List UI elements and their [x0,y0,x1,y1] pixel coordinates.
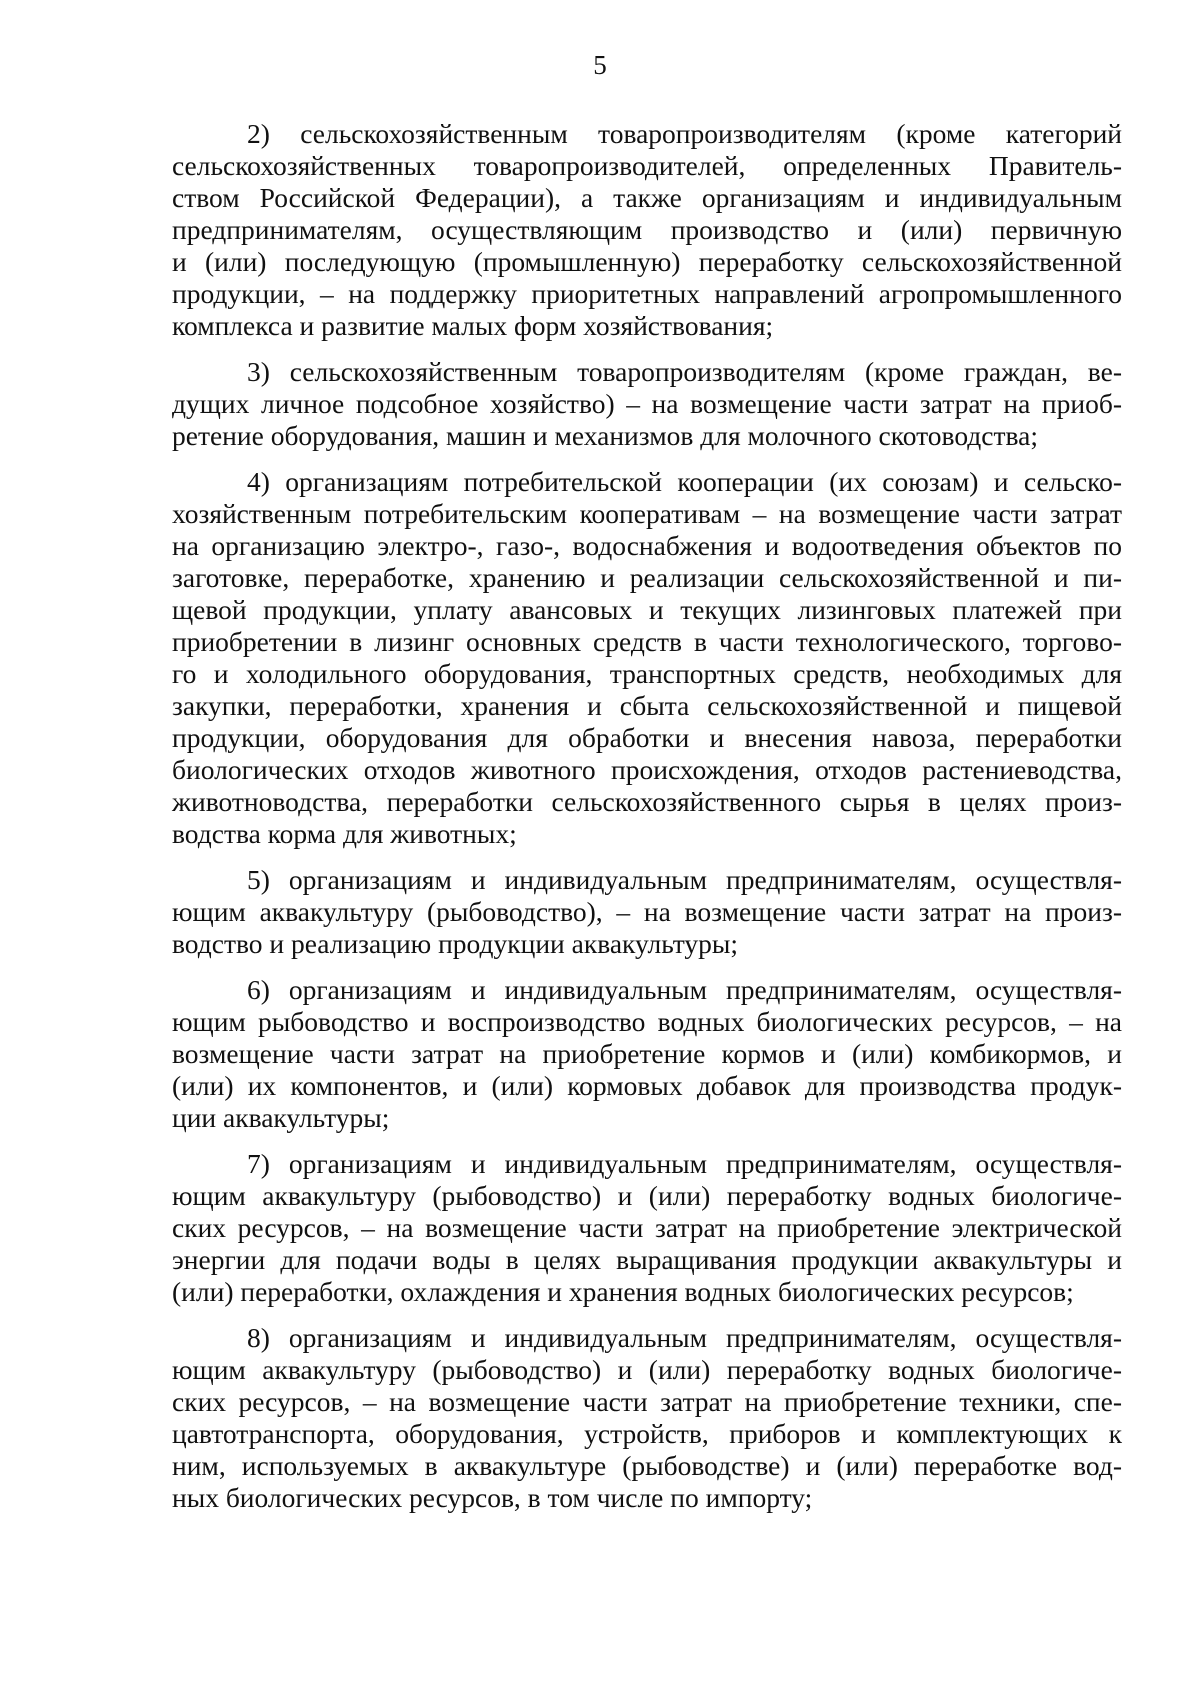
text-line: продукции, – на поддержку приоритетных направлений агропромышленного [172,278,1122,309]
text-line: ющим аквакультуру (рыбоводство) и (или) переработку водных биологиче- [172,1180,1122,1211]
text-line: заготовке, переработке, хранению и реализации сельскохозяйственной и пи- [172,562,1122,593]
text-line: 6) организациям и индивидуальным предпринимателям, осуществля- [247,974,1122,1005]
paragraph-8 [172,1322,1122,1514]
text-line: ющим рыбоводство и воспроизводство водных биологических ресурсов, – на [172,1006,1122,1037]
text-line: ретение оборудования, машин и механизмов для молочного скотоводства; [172,420,1038,451]
text-line: возмещение части затрат на приобретение кормов и (или) комбикормов, и [172,1038,1122,1069]
text-line: продукции, оборудования для обработки и внесения навоза, переработки [172,722,1122,753]
paragraph-5 [172,864,1122,960]
paragraph-7 [172,1148,1122,1308]
paragraph-6 [172,974,1122,1134]
text-line: дущих личное подсобное хозяйство) – на возмещение части затрат на приоб- [172,388,1122,419]
text-line: ющим аквакультуру (рыбоводство) и (или) переработку водных биологиче- [172,1354,1122,1385]
text-line: ских ресурсов, – на возмещение части затрат на приобретение техники, спе- [172,1386,1122,1417]
text-line: 2) сельскохозяйственным товаропроизводителям (кроме категорий [247,118,1122,149]
text-line: го и холодильного оборудования, транспортных средств, необходимых для [172,658,1122,689]
paragraph-3 [172,356,1122,452]
text-line: ских ресурсов, – на возмещение части затрат на приобретение электрической [172,1212,1122,1243]
text-line: 7) организациям и индивидуальным предпринимателям, осуществля- [247,1148,1122,1179]
text-line: водство и реализацию продукции аквакультуры; [172,928,739,959]
text-line: энергии для подачи воды в целях выращивания продукции аквакультуры и [172,1244,1122,1275]
text-line: (или) их компонентов, и (или) кормовых добавок для производства продук- [172,1070,1122,1101]
text-line: (или) переработки, охлаждения и хранения водных биологических ресурсов; [172,1276,1074,1307]
text-line: приобретении в лизинг основных средств в части технологического, торгово- [172,626,1122,657]
text-line: цавтотранспорта, оборудования, устройств, приборов и комплектующих к [172,1418,1122,1449]
text-line: щевой продукции, уплату авансовых и текущих лизинговых платежей при [172,594,1122,625]
text-line: животноводства, переработки сельскохозяйственного сырья в целях произ- [172,786,1122,817]
text-line: 3) сельскохозяйственным товаропроизводителям (кроме граждан, ве- [247,356,1122,387]
text-line: закупки, переработки, хранения и сбыта сельскохозяйственной и пищевой [172,690,1122,721]
text-line: на организацию электро-, газо-, водоснабжения и водоотведения объектов по [172,530,1122,561]
text-line: ством Российской Федерации), а также организациям и индивидуальным [172,182,1122,213]
text-line: ющим аквакультуру (рыбоводство), – на возмещение части затрат на произ- [172,896,1122,927]
text-line: сельскохозяйственных товаропроизводителей, определенных Правитель- [172,150,1122,181]
paragraph-2 [172,118,1122,342]
text-line: и (или) последующую (промышленную) переработку сельскохозяйственной [172,246,1122,277]
text-line: биологических отходов животного происхождения, отходов растениеводства, [172,754,1122,785]
text-line: ции аквакультуры; [172,1102,390,1133]
text-line: водства корма для животных; [172,818,517,849]
text-line: комплекса и развитие малых форм хозяйствования; [172,310,774,341]
text-line: хозяйственным потребительским кооперативам – на возмещение части затрат [172,498,1122,529]
text-line: ним, используемых в аквакультуре (рыбоводстве) и (или) переработке вод- [172,1450,1122,1481]
paragraph-4 [172,466,1122,850]
text-line: предпринимателям, осуществляющим производство и (или) первичную [172,214,1122,245]
text-line: 4) организациям потребительской кооперации (их союзам) и сельско- [247,466,1122,497]
text-line: ных биологических ресурсов, в том числе по импорту; [172,1482,813,1513]
text-line: 5) организациям и индивидуальным предпринимателям, осуществля- [247,864,1122,895]
document-body [172,118,1122,1528]
text-line: 8) организациям и индивидуальным предпринимателям, осуществля- [247,1322,1122,1353]
page-number: 5 [593,50,607,80]
